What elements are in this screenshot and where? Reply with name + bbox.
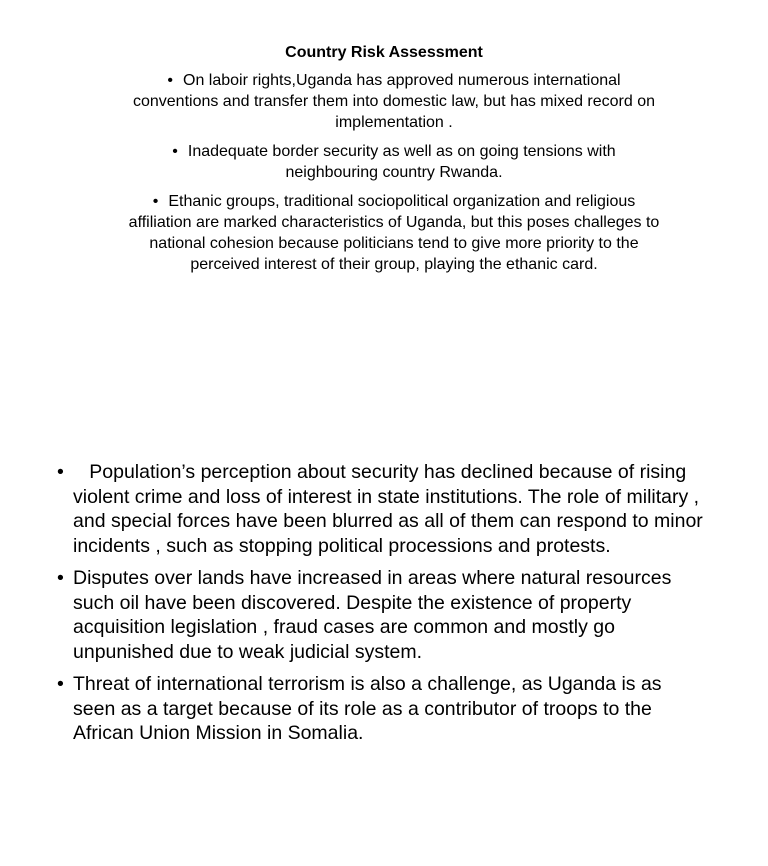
bullet-icon: • bbox=[57, 461, 64, 483]
list-item-text: Population’s perception about security has declined because of rising violent crime and loss of interest in state institutions. The role of military , and special forces have been blurred as all of them can respond to minor incidents , such as stopping political processions and protests. bbox=[73, 461, 709, 557]
list-item-text: Disputes over lands have increased in areas where natural resources such oil have been discovered. Despite the existence of property acquisition legislation , fraud cases are common and mostly go unpunished due to weak judicial system. bbox=[73, 567, 672, 663]
list-item-text: Ethanic groups, traditional sociopolitical organization and religious affiliation are marked characteristics of Uganda, but this poses challeges to national cohesion because politicians tend to give more priority to the perceived interest of their group, playing the ethanic card. bbox=[128, 193, 660, 273]
list-item-text: Inadequate border security as well as on going tensions with neighbouring country Rwanda. bbox=[187, 143, 616, 181]
bottom-bullet-list bbox=[56, 460, 709, 754]
list-item bbox=[56, 566, 706, 664]
bullet-icon: • bbox=[57, 673, 64, 695]
bullet-icon: • bbox=[57, 567, 64, 589]
list-item bbox=[128, 70, 660, 133]
list-item bbox=[56, 460, 709, 558]
list-item-text: On laboir rights,Uganda has approved numerous international conventions and transfer them into domestic law, but has mixed record on implementation . bbox=[132, 72, 656, 131]
list-item bbox=[56, 672, 706, 746]
bullet-icon: • bbox=[172, 143, 178, 160]
bullet-icon: • bbox=[152, 193, 159, 210]
list-item bbox=[128, 191, 660, 275]
list-item bbox=[128, 141, 660, 183]
bullet-icon: • bbox=[167, 72, 173, 89]
top-bullet-list bbox=[128, 70, 660, 283]
list-item-text: Threat of international terrorism is also a challenge, as Uganda is as seen as a target because of its role as a contributor of troops to the African Union Mission in Somalia. bbox=[73, 673, 662, 744]
page-title: Country Risk Assessment bbox=[285, 44, 483, 61]
